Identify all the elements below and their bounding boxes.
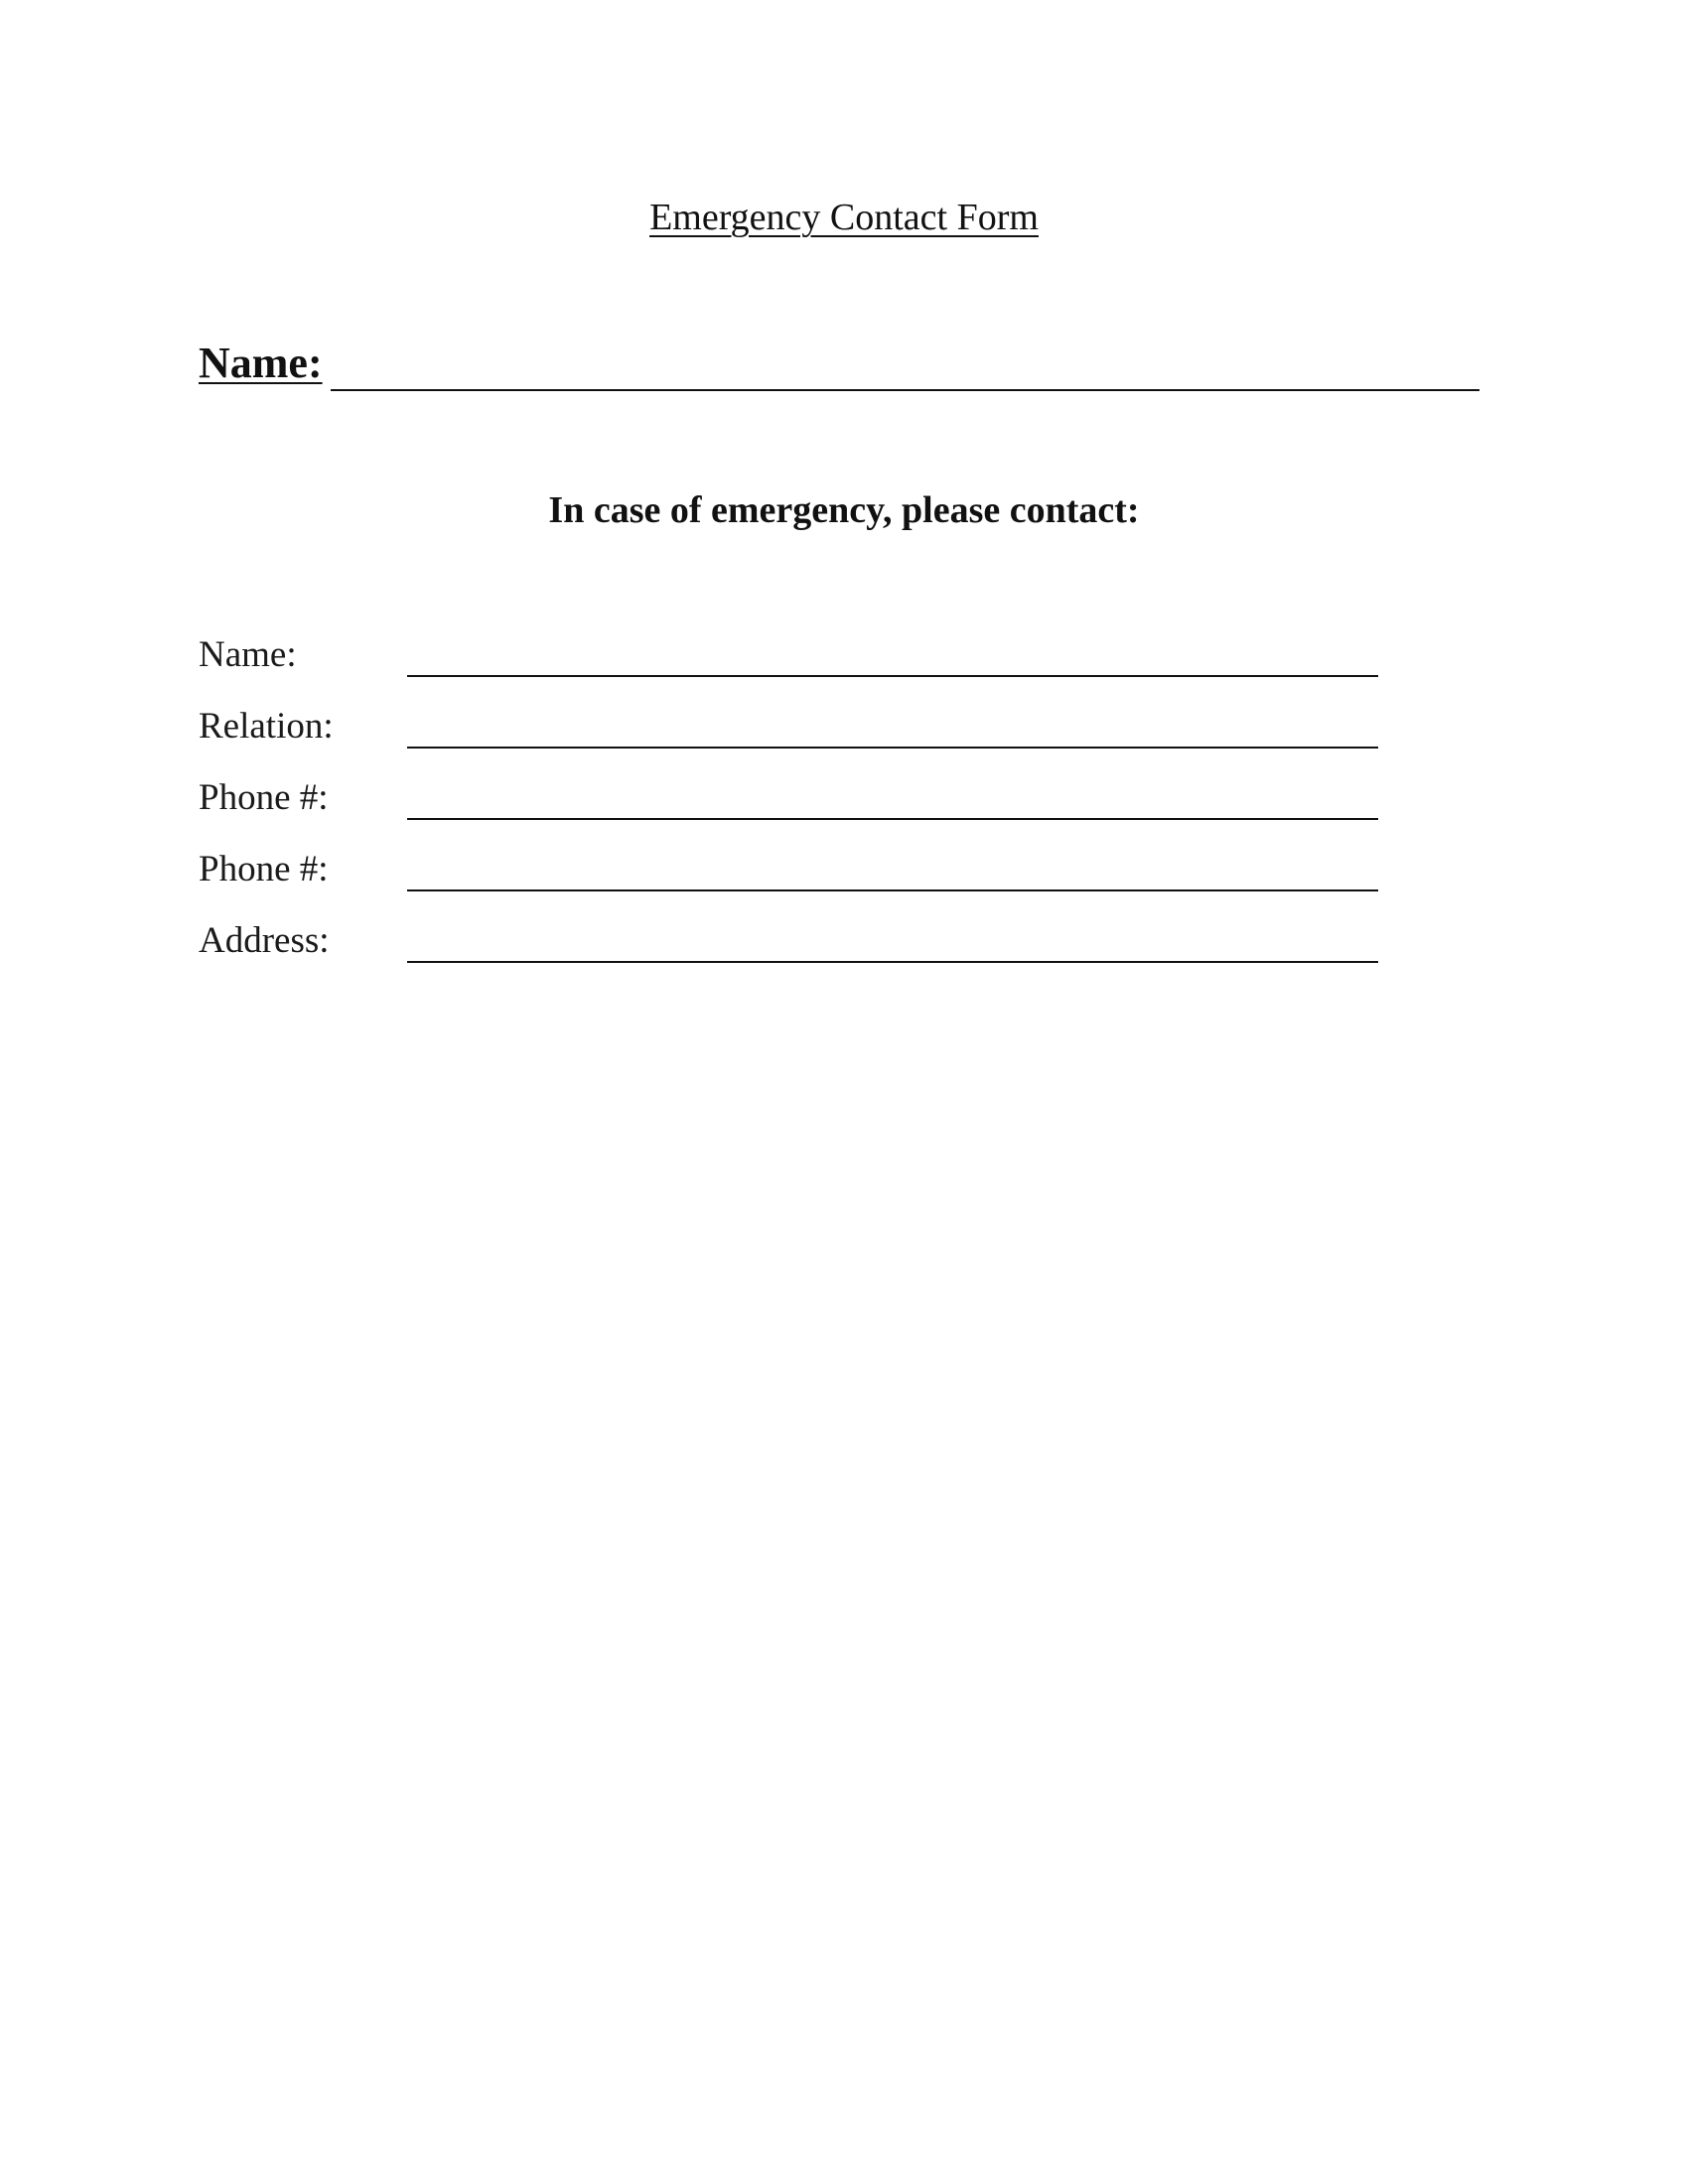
form-title: Emergency Contact Form <box>649 197 1039 238</box>
contact-address-label: Address: <box>199 920 330 961</box>
contact-relation-field[interactable] <box>407 747 1378 749</box>
contact-address-row <box>199 911 1390 983</box>
person-name-row <box>199 336 1479 395</box>
contact-name-label: Name: <box>199 634 297 675</box>
contact-phone-row-1 <box>199 768 1390 840</box>
contact-relation-row <box>199 697 1390 768</box>
contact-phone-label-2: Phone #: <box>199 849 329 889</box>
contact-phone-label-1: Phone #: <box>199 777 329 818</box>
contact-address-field[interactable] <box>407 961 1378 963</box>
contact-name-field[interactable] <box>407 675 1378 677</box>
contact-phone-field-2[interactable] <box>407 889 1378 891</box>
contact-phone-field-1[interactable] <box>407 818 1378 820</box>
contact-name-row <box>199 625 1390 697</box>
contact-phone-row-2 <box>199 840 1390 911</box>
person-name-label: Name: <box>199 339 323 387</box>
emergency-instruction: In case of emergency, please contact: <box>548 489 1140 531</box>
emergency-contact-fields <box>199 625 1390 983</box>
person-name-field[interactable] <box>331 389 1479 391</box>
contact-relation-label: Relation: <box>199 706 334 747</box>
